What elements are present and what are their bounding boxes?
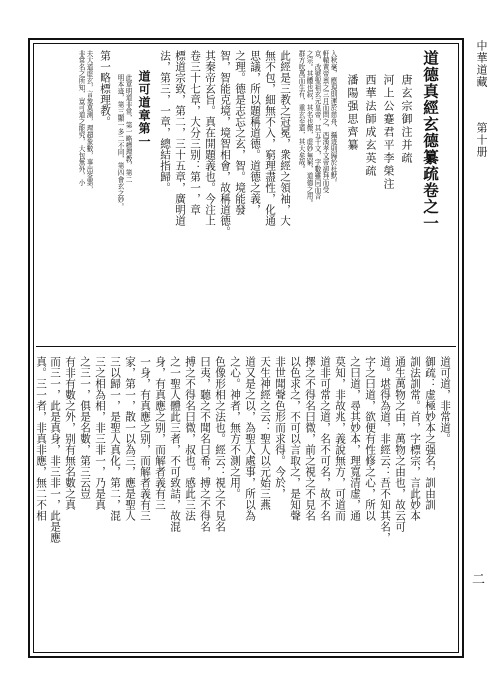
- body-line: 三以歸一，是聖人真化，第二，混: [109, 356, 121, 521]
- preface-small-line: 京，改號聖祖玄元皇帝，其五千文，字數雖同而音: [313, 50, 321, 200]
- body-line: 道又是之以，為聖人處事，所以為: [244, 356, 256, 521]
- body-line: 之理。德是志忘之玄，智。境能發: [234, 50, 246, 215]
- body-line: 擇之不得名曰微，前之視之不見名: [304, 356, 316, 521]
- preface-small-line: 入秋毫，應現則運於慈舟，攝迹則歸於杜默。: [329, 50, 337, 186]
- author-line: 潘陽强思齊纂: [346, 74, 359, 152]
- body-line: 此經是三教之冠冕，衆經之領袖，大: [279, 50, 291, 226]
- body-line: 真。三一者，非真非應，無二不相: [35, 356, 47, 521]
- body-line: 通生萬物之由，萬物之由也，故云可: [394, 356, 406, 532]
- body-line: 而三一，此是真身，非三非一，此是應: [49, 356, 61, 543]
- body-line: 之心。神者，無方不測之用。: [229, 356, 241, 499]
- preface-small-line: 群方吹萬而生有，重玄至道，其大矣哉。: [297, 50, 305, 173]
- scripture-line: 道可道，非常道。: [439, 356, 451, 444]
- body-line: 智，智能克境，境智相會，故稱道德。: [219, 50, 231, 237]
- body-line: 天生神經之云：聖人以元始三燕: [259, 356, 271, 510]
- scripture-title: 道德真經玄德纂疏卷之一: [421, 50, 440, 232]
- chapter-heading: 道可道章第一: [137, 70, 151, 148]
- register-divider: [36, 346, 456, 347]
- body-line: 御疏：虚極妙本之强名，訓由訓: [424, 356, 436, 510]
- body-line: 之一聖人體此三者，不可致詰，故混: [169, 356, 181, 532]
- volume-label: 第十册: [475, 122, 488, 158]
- chapter-summary-line: 明本迹，第三顯一多二不同，第四會玄之妙。: [116, 74, 124, 210]
- body-line: 三之相為相，非三非一，乃是真: [94, 356, 106, 510]
- lower-register: [36, 352, 456, 646]
- body-line: 莫知，非故兆，義說無方，可道而: [334, 356, 346, 521]
- body-line: 法，第三，一章，總結指歸。: [159, 50, 171, 193]
- body-line: 之曰道，尋其妙本，理寬清虚，通: [349, 356, 361, 521]
- upper-register: [36, 46, 456, 346]
- body-line: 之三一，俱是名數，第三云豈: [79, 356, 91, 499]
- page-frame: [28, 38, 464, 658]
- commentary-small-line: 非常名之所知，豈可道之能究，大包無外，小: [77, 50, 85, 186]
- collection-name: 中華道藏: [475, 40, 488, 88]
- section-heading: 第一略標理教。: [99, 50, 111, 127]
- body-line: 以色求之，不可以言取之，是知聲: [289, 356, 301, 521]
- body-line: 無不包，細無不入，窮理盡性，化通: [264, 50, 276, 226]
- body-line: 身，有真應之别，而解者義有三: [154, 356, 166, 510]
- page-number: 二: [469, 572, 484, 585]
- body-line: 訓法訓常。首，字標宗，言此妙本: [409, 356, 421, 521]
- body-line: 思議，所以題稱道德。道德之義，: [249, 50, 261, 215]
- body-line: 其秦帝玄旨。真在開題義也。今注上: [204, 50, 216, 226]
- body-line: 有非有數之外，别有無名數之真: [64, 356, 76, 510]
- preface-small-line: 軒轅黄帝禀之三月而問之，西漢孝文帝卻拜而受: [321, 50, 329, 193]
- author-line: 唐玄宗御注并疏: [400, 74, 413, 165]
- body-line: 搏之不得名曰微，叔也。感此三法: [184, 356, 196, 521]
- chapter-summary-line: 此章明道非常，第一略標理教，第二: [124, 74, 132, 183]
- body-line: 曰夷，聽之不聞名曰希，搏之不得名: [199, 356, 211, 532]
- collection-header: [473, 40, 489, 158]
- body-line: 一身，有真應之别，而解者義有三: [139, 356, 151, 521]
- body-line: 字之曰道，欲便有性修之心，所以: [364, 356, 376, 521]
- author-line: 西華法師成玄英疏: [364, 74, 377, 178]
- body-line: 卷三十七章，大分三别：第一，章: [189, 50, 201, 215]
- author-line: 河上公蹇君平李榮注: [382, 74, 395, 191]
- body-line: 道非可常之道，名不可名，故不名: [319, 356, 331, 521]
- preface-small-line: 之宗。其體也寂，其名也微，虚妙無窮，道德之用。: [305, 50, 313, 207]
- body-line: 標道宗致，第二，三十五章，廣明道: [174, 50, 186, 226]
- body-line: 色像形相之法也。經云：視之不見名: [214, 356, 226, 532]
- body-line: 道。堪得為道，非經云：吾不知其名，: [379, 356, 391, 543]
- body-line: 非世聞聲色形而求得。今於，: [274, 356, 286, 499]
- body-line: 家，第一，散一以為三，應是聖人: [124, 356, 136, 521]
- commentary-small-line: 夫大道虚玄，言象莫測，理超象數，事出筌罤，: [85, 50, 93, 193]
